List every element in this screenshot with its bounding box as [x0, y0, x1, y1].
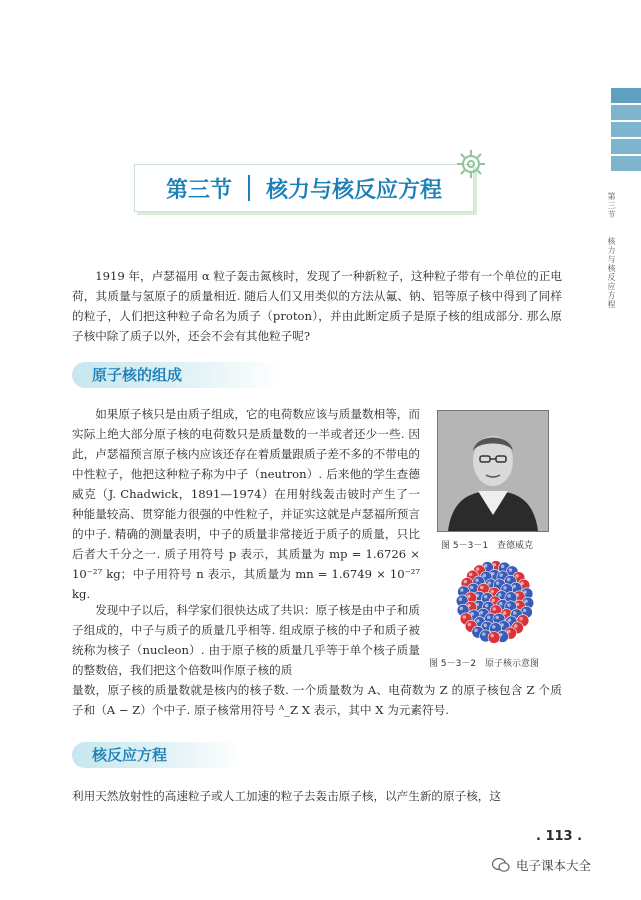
sphere-highlight	[483, 624, 487, 628]
sphere-highlight	[470, 586, 474, 590]
sphere-highlight	[480, 586, 484, 590]
sphere-highlight	[499, 602, 503, 606]
sphere-highlight	[490, 634, 494, 638]
sphere-highlight	[507, 578, 511, 582]
page-number: . 113 .	[536, 829, 583, 844]
title-divider	[248, 175, 250, 201]
intro-paragraph: 1919 年，卢瑟福用 α 粒子轰击氮核时，发现了一种新粒子，这种粒子带有一个单位的正电荷，其质量与氢原子的质量相近. 随后人们又用类似的方法从氟、钠、铝等原子核中得到了同样的粒子，人们把这种粒子命名为质子（proton），并由此断定质子是原子核的组成部分. 那么原子核中除了质子以外，还会不会有其他粒子呢?	[72, 269, 562, 343]
sphere-highlight	[503, 586, 507, 590]
sphere-highlight	[509, 568, 513, 572]
sphere-highlight	[490, 590, 494, 594]
sphere-highlight	[460, 588, 464, 592]
side-tab-bars	[611, 88, 641, 173]
sphere-highlight	[485, 604, 489, 608]
sphere-highlight	[515, 574, 519, 578]
sphere-highlight	[463, 580, 467, 584]
page-title	[134, 164, 474, 212]
sphere-highlight	[507, 594, 511, 598]
sphere-highlight	[498, 593, 502, 597]
sphere-highlight	[476, 567, 480, 571]
sphere-highlight	[503, 611, 507, 615]
sphere-highlight	[482, 632, 486, 636]
sphere-highlight	[491, 598, 495, 602]
sphere-highlight	[496, 581, 500, 585]
sphere-highlight	[514, 624, 518, 628]
sphere-highlight	[467, 594, 471, 598]
side-tab-label	[606, 192, 617, 323]
proton	[488, 631, 500, 643]
sphere-highlight	[463, 615, 467, 619]
sphere-highlight	[487, 615, 491, 619]
sphere-highlight	[469, 573, 473, 577]
sphere-highlight	[475, 578, 479, 582]
sphere-highlight	[484, 595, 488, 599]
watermark	[492, 856, 591, 874]
sphere-highlight	[492, 607, 496, 611]
sphere-highlight	[499, 573, 503, 577]
sphere-highlight	[492, 625, 496, 629]
title-section: 第三节	[165, 177, 232, 203]
sphere-highlight	[519, 617, 523, 621]
sphere-highlight	[480, 611, 484, 615]
sphere-highlight	[507, 603, 511, 607]
side-tab-section: 第三节	[607, 192, 616, 219]
sphere-highlight	[459, 597, 463, 601]
paragraph-nucleon: 发现中子以后，科学家们很快达成了共识：原子核是由中子和质子组成的，中子与质子的质量几乎相等. 组成原子核的中子和质子被统称为核子（nucleon）. 由于原子核的质量几乎等于单个核子质量的整数倍，我们把这个倍数叫作原子核的质	[72, 603, 420, 677]
sphere-highlight	[523, 609, 527, 613]
sphere-highlight	[487, 581, 491, 585]
sphere-highlight	[459, 607, 463, 611]
paragraph-neutron: 如果原子核只是由质子组成，它的电荷数应该与质量数相等，而实际上绝大部分原子核的电荷数只是质量数的一半或者还少一些. 因此，卢瑟福预言原子核内应该还存在着质量跟质子差不多的不带电的中性粒子，他把这种粒子称为中子（neutron）. 后来他的学生查德威克（J. Chadwick，1891—1974）在用射线轰击铍时产生了一种能量较高、贯穿能力很强的中性粒子，并证实这就是卢瑟福所预言的中子. 精确的测量表明，中子的质量非常接近于质子的质量，只比后者大千分之一. 质子用符号 p 表示，其质量为 mp = 1.6726 × 10⁻²⁷ kg；中子用符号 n 表示，其质量为 mn = 1.6749 × 10⁻²⁷ kg.	[72, 407, 420, 601]
sphere-highlight	[474, 629, 478, 633]
figure-caption-chadwick: 图 5－3－1 查德威克	[441, 541, 534, 551]
sphere-highlight	[513, 611, 517, 615]
paragraph-nuclear-reaction: 利用天然放射性的高速粒子或人工加速的粒子去轰击原子核，以产生新的原子核，这	[72, 789, 501, 803]
title-name: 核力与核反应方程	[266, 177, 443, 203]
gear-icon	[453, 146, 489, 182]
sphere-highlight	[495, 616, 499, 620]
sphere-highlight	[512, 585, 516, 589]
section-heading-nucleus-composition: 原子核的组成	[72, 362, 282, 388]
sphere-highlight	[482, 574, 486, 578]
paragraph-mass-number: 量数，原子核的质量数就是核内的核子数. 一个质量数为 A、电荷数为 Z 的原子核包含 Z 个质子和（A − Z）个中子. 原子核常用符号 ᴬ_Z X 表示，其中 X 为元素符号.	[72, 683, 562, 717]
watermark-text: 电子课本大全	[516, 858, 592, 873]
section-heading-nuclear-reaction: 核反应方程	[72, 742, 240, 768]
sphere-highlight	[468, 623, 472, 627]
nucleus-diagram	[455, 556, 535, 648]
chadwick-photo	[437, 410, 549, 532]
sphere-highlight	[508, 618, 512, 622]
wechat-icon	[492, 857, 510, 873]
figure-caption-nucleus: 图 5－3－2 原子核示意图	[429, 659, 540, 669]
sphere-highlight	[501, 564, 505, 568]
sphere-highlight	[524, 599, 528, 603]
side-tab-topic: 核力与核反应方程	[607, 236, 616, 309]
sphere-highlight	[476, 619, 480, 623]
